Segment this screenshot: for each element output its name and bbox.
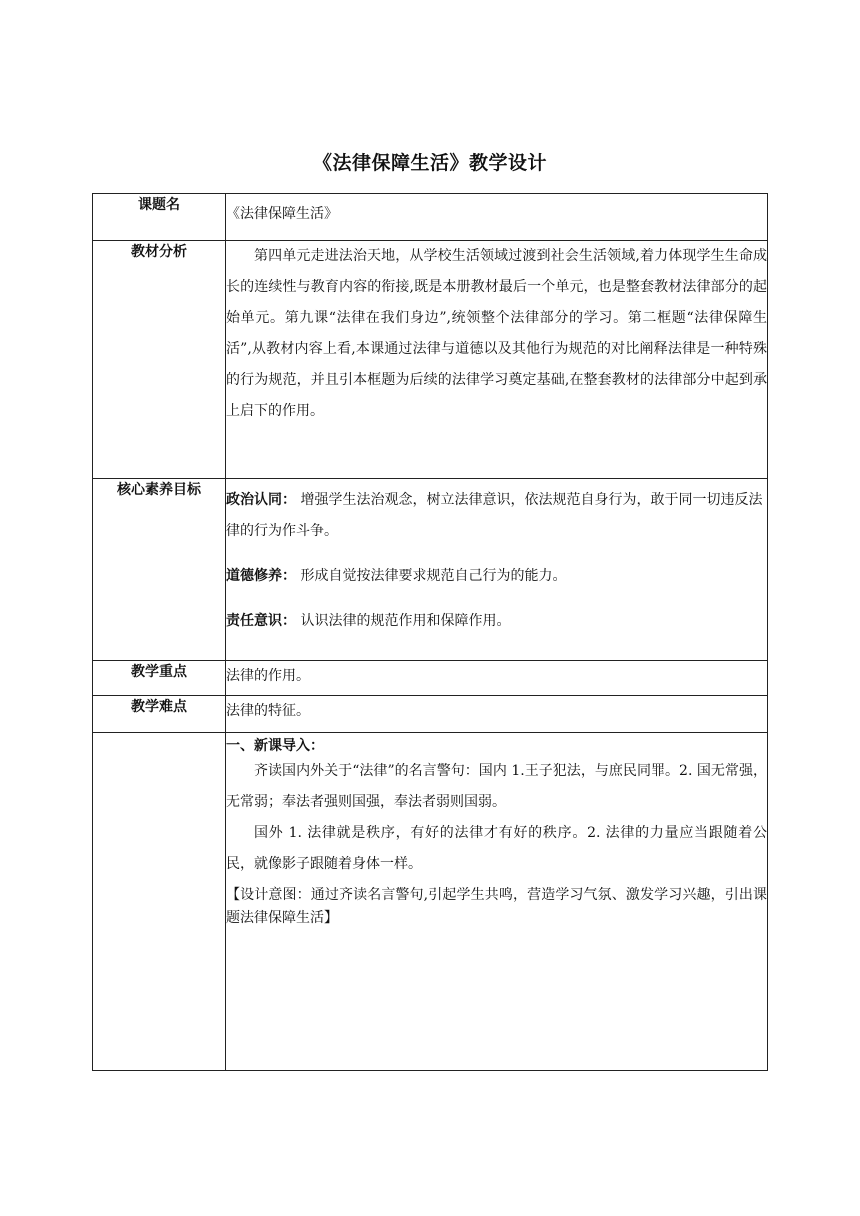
table-row-difficulty <box>93 696 768 733</box>
intro-paragraph-1: 齐读国内外关于“法律”的名言警句：国内 1.王子犯法，与庶民同罪。2. 国无常强，无常弱；奉法者强则国强，奉法者弱则国弱。 <box>226 763 767 810</box>
analysis-text: 第四单元走进法治天地，从学校生活领域过渡到社会生活领域,着力体现学生生命成长的连续性与教育内容的衔接,既是本册教材最后一个单元，也是整套教材法律部分的起始单元。第九课“法律在我们身边”,统领整个法律部分的学习。第二框题“法律保障生活”,从教材内容上看,本课通过法律与道德以及其他行为规范的对比阐释法律是一种特殊的行为规范，并且引本框题为后续的法律学习奠定基础,在整套教材的法律部分中起到承上启下的作用。 <box>226 248 767 419</box>
lesson-plan-table <box>92 193 768 1071</box>
goal-moral <box>226 561 767 592</box>
table-row-key-point <box>93 661 768 696</box>
goal-responsibility-text: 认识法律的规范作用和保障作用。 <box>300 613 511 629</box>
page-title: 《法律保障生活》教学设计 <box>312 152 547 174</box>
table-row-core-goals <box>93 479 768 661</box>
key-point-label: 教学重点 <box>93 661 226 696</box>
goal-responsibility <box>226 606 767 637</box>
goal-responsibility-head: 责任意识： <box>226 613 296 629</box>
analysis-cell <box>226 241 768 479</box>
table-row-analysis <box>93 241 768 479</box>
goal-political-text: 增强学生法治观念，树立法律意识，依法规范自身行为，敢于同一切违反法律的行为作斗争。 <box>226 492 763 539</box>
table-row-topic <box>93 194 768 241</box>
process-label <box>93 733 226 1071</box>
section-heading: 一、新课导入： <box>226 738 324 754</box>
goal-political-head: 政治认同： <box>226 492 296 508</box>
topic-value: 《法律保障生活》 <box>226 194 768 241</box>
key-point-value: 法律的作用。 <box>226 661 768 696</box>
difficulty-value: 法律的特征。 <box>226 696 768 733</box>
core-goals-label: 核心素养目标 <box>93 479 226 661</box>
difficulty-label: 教学难点 <box>93 696 226 733</box>
core-goals-cell <box>226 479 768 661</box>
analysis-label: 教材分析 <box>93 241 226 479</box>
intro-paragraph-2: 国外 1. 法律就是秩序，有好的法律才有好的秩序。2. 法律的力量应当跟随着公民，就像影子跟随着身体一样。 <box>226 825 767 872</box>
process-cell <box>226 733 768 1071</box>
goal-political <box>226 485 767 547</box>
table-row-process <box>93 733 768 1071</box>
goal-moral-head: 道德修养： <box>226 568 296 584</box>
design-intent-note: 【设计意图：通过齐读名言警句,引起学生共鸣，营造学习气氛、激发学习兴趣，引出课题法律保障生活】 <box>226 887 767 926</box>
topic-label: 课题名 <box>93 194 226 241</box>
goal-moral-text: 形成自觉按法律要求规范自己行为的能力。 <box>300 568 567 584</box>
